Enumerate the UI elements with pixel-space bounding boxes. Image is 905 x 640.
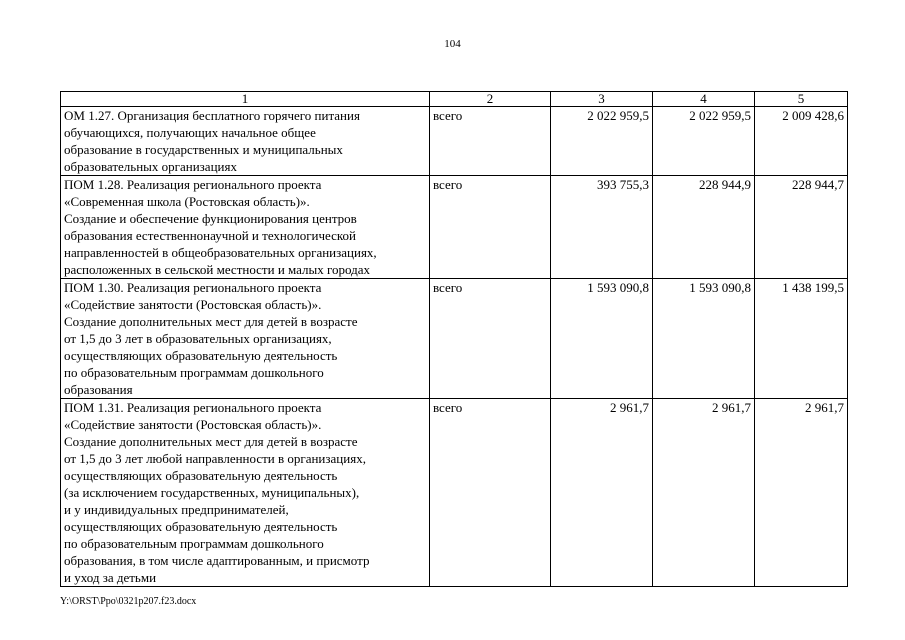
description-line: ПОМ 1.28. Реализация регионального проекта	[64, 177, 322, 192]
description-line: «Современная школа (Ростовская область)».	[64, 194, 310, 209]
description-line: расположенных в сельской местности и малых городах	[64, 262, 371, 277]
description-line: «Содействие занятости (Ростовская область)».	[64, 297, 322, 312]
measure-description	[61, 399, 430, 587]
description-line: осуществляющих образовательную деятельность	[64, 348, 338, 363]
table-header-row	[61, 92, 848, 107]
table-row	[61, 279, 848, 399]
footer-file-path: Y:\ORST\Ppo\0321p207.f23.docx	[60, 596, 197, 607]
value-col-3: 1 593 090,8	[551, 279, 653, 399]
description-line: образование в государственных и муниципальных	[64, 142, 343, 157]
page-number: 104	[444, 38, 461, 50]
funding-type: всего	[430, 399, 551, 587]
description-line: направленностей в общеобразовательных организациях,	[64, 245, 377, 260]
value-col-3: 393 755,3	[551, 176, 653, 279]
description-line: и у индивидуальных предпринимателей,	[64, 502, 289, 517]
measure-description	[61, 176, 430, 279]
value-col-3: 2 961,7	[551, 399, 653, 587]
description-line: от 1,5 до 3 лет в образовательных организациях,	[64, 331, 332, 346]
description-line: образовательных организациях	[64, 159, 237, 174]
column-header-3: 3	[551, 92, 653, 107]
value-col-5: 2 009 428,6	[755, 107, 848, 176]
description-line: образования естественнонаучной и технологической	[64, 228, 356, 243]
description-line: Создание дополнительных мест для детей в возрасте	[64, 434, 358, 449]
table-row	[61, 176, 848, 279]
value-col-4: 2 961,7	[653, 399, 755, 587]
description-line: «Содействие занятости (Ростовская область)».	[64, 417, 322, 432]
description-line: ОМ 1.27. Организация бесплатного горячего питания	[64, 108, 360, 123]
table-row	[61, 399, 848, 587]
measure-description	[61, 279, 430, 399]
description-line: (за исключением государственных, муниципальных),	[64, 485, 360, 500]
funding-type: всего	[430, 107, 551, 176]
description-line: от 1,5 до 3 лет любой направленности в организациях,	[64, 451, 366, 466]
description-line: ПОМ 1.31. Реализация регионального проекта	[64, 400, 322, 415]
description-line: образования	[64, 382, 133, 397]
budget-table	[60, 91, 848, 587]
value-col-5: 2 961,7	[755, 399, 848, 587]
description-line: осуществляющих образовательную деятельность	[64, 468, 338, 483]
table-row	[61, 107, 848, 176]
column-header-2: 2	[430, 92, 551, 107]
description-line: по образовательным программам дошкольного	[64, 365, 324, 380]
value-col-4: 1 593 090,8	[653, 279, 755, 399]
value-col-5: 1 438 199,5	[755, 279, 848, 399]
description-line: обучающихся, получающих начальное общее	[64, 125, 316, 140]
value-col-4: 2 022 959,5	[653, 107, 755, 176]
description-line: ПОМ 1.30. Реализация регионального проекта	[64, 280, 322, 295]
value-col-5: 228 944,7	[755, 176, 848, 279]
funding-type: всего	[430, 176, 551, 279]
description-line: Создание дополнительных мест для детей в возрасте	[64, 314, 358, 329]
value-col-4: 228 944,9	[653, 176, 755, 279]
column-header-4: 4	[653, 92, 755, 107]
description-line: образования, в том числе адаптированным, и присмотр	[64, 553, 370, 568]
description-line: осуществляющих образовательную деятельность	[64, 519, 338, 534]
description-line: по образовательным программам дошкольного	[64, 536, 324, 551]
column-header-1: 1	[61, 92, 430, 107]
description-line: и уход за детьми	[64, 570, 157, 585]
column-header-5: 5	[755, 92, 848, 107]
value-col-3: 2 022 959,5	[551, 107, 653, 176]
measure-description	[61, 107, 430, 176]
description-line: Создание и обеспечение функционирования центров	[64, 211, 357, 226]
funding-type: всего	[430, 279, 551, 399]
